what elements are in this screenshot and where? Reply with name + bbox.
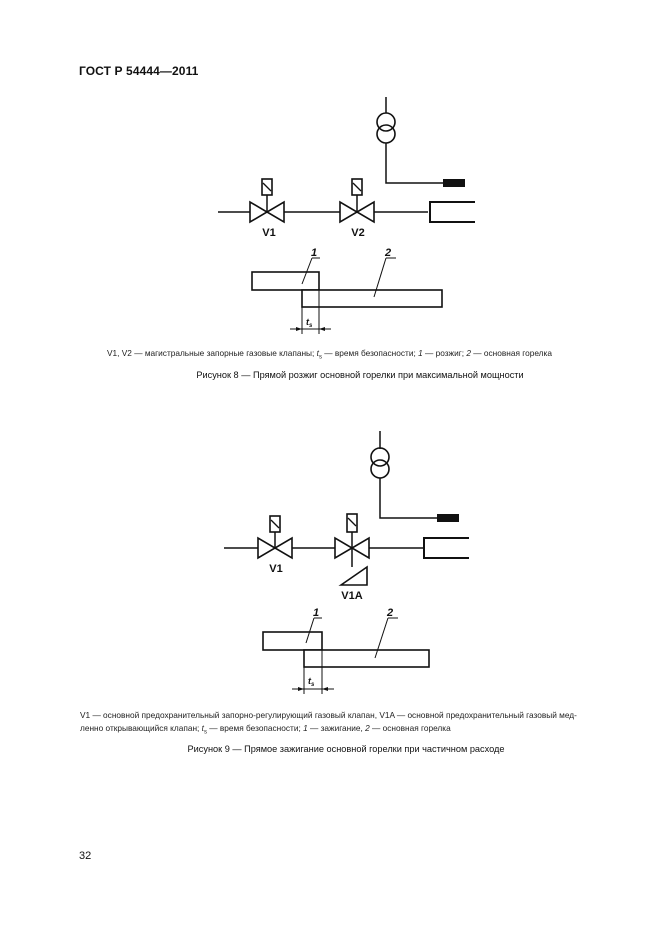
valve-v1-right xyxy=(275,538,292,558)
legend-num-2: 2 xyxy=(466,348,471,358)
valve-v1-left xyxy=(258,538,275,558)
legend-text: — основная горелка xyxy=(369,723,451,733)
main-burner-bar xyxy=(304,650,429,667)
valve-v1a-right xyxy=(352,538,369,558)
legend-ts-sub: s xyxy=(203,729,207,736)
figure-9-legend xyxy=(80,709,640,740)
bar-2-label: 2 xyxy=(385,247,392,259)
legend-num-2: 2 xyxy=(365,723,370,733)
legend-num-1: 1 xyxy=(303,723,308,733)
valve-v1a-solenoid xyxy=(347,514,357,532)
legend-text: ленно открывающийся клапан; xyxy=(80,723,202,733)
legend-text: — время безопасности; xyxy=(321,348,419,358)
legend-text: V1, V2 — магистральные запорные газовые клапаны; xyxy=(107,348,317,358)
legend-text: — зажигание, xyxy=(307,723,366,733)
ts-label: $t_s$ xyxy=(308,676,315,688)
ignition-wire xyxy=(380,478,437,518)
legend-line-1: V1 — основной предохранительный запорно-регулирующий газовый клапан, V1A — основной предохранительный газовый мед- xyxy=(80,710,577,720)
valve-v1-label: V1 xyxy=(269,563,283,575)
figure-9-caption: Рисунок 9 — Прямое зажигание основной горелки при частичном расходе xyxy=(187,744,505,754)
valve-v1a-slow-opening-symbol xyxy=(341,567,367,585)
ts-label: $t_s$ xyxy=(306,317,313,329)
valve-v1a-left xyxy=(335,538,352,558)
ignition-bar xyxy=(263,632,322,650)
legend-text: — время безопасности; xyxy=(206,723,304,733)
figure-8-caption: Рисунок 8 — Прямой розжиг основной горелки при максимальной мощности xyxy=(196,370,524,380)
valve-v1-label: V1 xyxy=(262,227,276,239)
bar-1-label: 1 xyxy=(313,607,320,619)
bar-2-label: 2 xyxy=(387,607,394,619)
page-number: 32 xyxy=(79,850,92,862)
valve-v1a-label: V1A xyxy=(341,590,363,602)
legend-text: — розжиг; xyxy=(422,348,467,358)
bar-1-label: 1 xyxy=(311,247,318,259)
transformer-coil-lower xyxy=(371,460,389,478)
valve-v2-label: V2 xyxy=(351,227,365,239)
legend-text: — основная горелка xyxy=(470,348,552,358)
legend-num-1: 1 xyxy=(418,348,423,358)
standard-designation: ГОСТ Р 54444—2011 xyxy=(79,64,199,78)
ignition-electrode xyxy=(437,514,459,522)
legend-line-2 xyxy=(80,722,640,740)
burner-outline xyxy=(424,538,469,558)
legend-ts-var: t xyxy=(201,723,204,733)
legend-ts-sub: s xyxy=(318,354,322,361)
legend-ts-var: t xyxy=(316,348,319,358)
ts-arrow-right xyxy=(322,687,328,691)
ts-arrow-left xyxy=(298,687,304,691)
